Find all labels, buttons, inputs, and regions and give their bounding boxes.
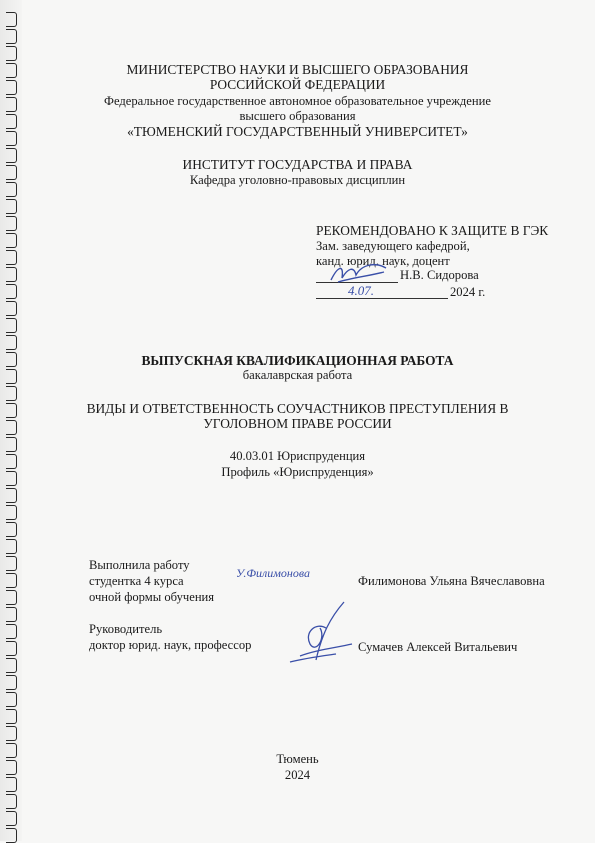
approval-title: РЕКОМЕНДОВАНО К ЗАЩИТЕ В ГЭК (316, 223, 549, 238)
binding-hole (6, 250, 17, 265)
program-profile: Профиль «Юриспруденция» (221, 465, 374, 479)
author-name: Филимонова Ульяна Вячеславовна (358, 574, 545, 588)
binding-hole (6, 46, 17, 61)
approval-date-line (316, 298, 448, 299)
thesis-type: ВЫПУСКНАЯ КВАЛИФИКАЦИОННАЯ РАБОТА (141, 353, 454, 368)
binding-hole (6, 505, 17, 520)
binding-hole (6, 811, 17, 826)
binding-hole (6, 675, 17, 690)
supervisor-label-1: Руководитель (89, 622, 163, 636)
institution-type-line-2: высшего образования (239, 109, 356, 123)
supervisor-name: Сумачев Алексей Витальевич (358, 640, 518, 654)
approval-degree: канд. юрид. наук, доцент (316, 254, 450, 268)
binding-hole (6, 318, 17, 333)
binding-hole (6, 641, 17, 656)
author-label-3: очной формы обучения (89, 590, 215, 604)
author-label-2: студентка 4 курса (89, 574, 184, 588)
binding-hole (6, 709, 17, 724)
department-name: Кафедра уголовно-правовых дисциплин (189, 173, 406, 187)
binding-hole (6, 335, 17, 350)
binding-hole (6, 590, 17, 605)
binding-hole (6, 12, 17, 27)
supervisor-signature-icon (286, 598, 356, 670)
binding-hole (6, 556, 17, 571)
binding-hole (6, 658, 17, 673)
binding-hole (6, 794, 17, 809)
footer-year: 2024 (284, 768, 311, 782)
thesis-subtype: бакалаврская работа (242, 368, 353, 382)
binding-hole (6, 726, 17, 741)
thesis-title-line-1: ВИДЫ И ОТВЕТСТВЕННОСТЬ СОУЧАСТНИКОВ ПРЕСТУПЛЕНИЯ В (86, 401, 509, 416)
institute-name: ИНСТИТУТ ГОСУДАРСТВА И ПРАВА (182, 157, 413, 172)
institution-type-line-1: Федеральное государственное автономное образовательное учреждение (104, 94, 491, 108)
binding-hole (6, 488, 17, 503)
program-code: 40.03.01 Юриспруденция (229, 449, 366, 463)
binding-hole (6, 284, 17, 299)
binding-hole (6, 216, 17, 231)
binding-hole (6, 624, 17, 639)
approval-date-handwritten: 4.07. (348, 283, 374, 298)
binding-hole (6, 301, 17, 316)
approval-name: Н.В. Сидорова (400, 268, 479, 282)
ministry-line-1: МИНИСТЕРСТВО НАУКИ И ВЫСШЕГО ОБРАЗОВАНИЯ (126, 62, 469, 77)
binding-hole (6, 607, 17, 622)
binding-hole (6, 386, 17, 401)
university-name: «ТЮМЕНСКИЙ ГОСУДАРСТВЕННЫЙ УНИВЕРСИТЕТ» (127, 124, 468, 139)
binding-hole (6, 692, 17, 707)
supervisor-label-2: доктор юрид. наук, профессор (89, 638, 252, 652)
thesis-title-line-2: УГОЛОВНОМ ПРАВЕ РОССИИ (203, 416, 392, 431)
binding-hole (6, 539, 17, 554)
author-label-1: Выполнила работу (89, 558, 190, 572)
author-signature: У.Филимонова (236, 566, 310, 580)
binding-hole (6, 522, 17, 537)
binding-hole (6, 233, 17, 248)
ministry-line-2: РОССИЙСКОЙ ФЕДЕРАЦИИ (209, 77, 386, 92)
footer-city: Тюмень (276, 752, 319, 766)
binding-hole (6, 29, 17, 44)
binding-hole (6, 199, 17, 214)
approval-year: 2024 г. (450, 285, 486, 299)
binding-hole (6, 573, 17, 588)
approval-position: Зам. заведующего кафедрой, (316, 239, 470, 253)
binding-hole (6, 267, 17, 282)
